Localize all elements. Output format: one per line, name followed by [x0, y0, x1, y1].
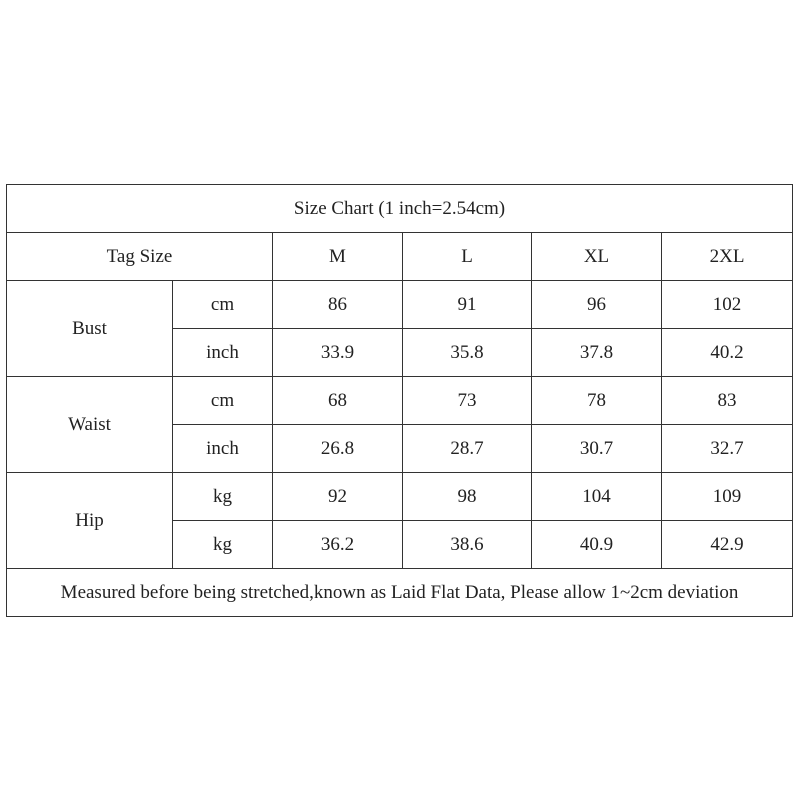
- footnote-row: [7, 569, 793, 617]
- header-row: [7, 233, 793, 281]
- value-cell: 91: [403, 281, 532, 329]
- table-title: Size Chart (1 inch=2.54cm): [7, 185, 793, 233]
- value-cell: 40.2: [662, 329, 793, 377]
- measure-name-waist: Waist: [7, 377, 173, 473]
- value-cell: 73: [403, 377, 532, 425]
- value-cell: 28.7: [403, 425, 532, 473]
- size-chart-table: [6, 184, 793, 617]
- table-row: [7, 377, 793, 425]
- value-cell: 98: [403, 473, 532, 521]
- footnote-text: Measured before being stretched,known as Laid Flat Data, Please allow 1~2cm deviation: [7, 569, 793, 617]
- value-cell: 86: [273, 281, 403, 329]
- value-cell: 68: [273, 377, 403, 425]
- unit-cell: cm: [173, 377, 273, 425]
- value-cell: 36.2: [273, 521, 403, 569]
- unit-cell: kg: [173, 521, 273, 569]
- unit-cell: inch: [173, 329, 273, 377]
- value-cell: 96: [532, 281, 662, 329]
- unit-cell: kg: [173, 473, 273, 521]
- value-cell: 42.9: [662, 521, 793, 569]
- table-row: [7, 473, 793, 521]
- value-cell: 30.7: [532, 425, 662, 473]
- table-row: [7, 281, 793, 329]
- value-cell: 33.9: [273, 329, 403, 377]
- value-cell: 37.8: [532, 329, 662, 377]
- value-cell: 109: [662, 473, 793, 521]
- value-cell: 92: [273, 473, 403, 521]
- value-cell: 83: [662, 377, 793, 425]
- size-header-xl: XL: [532, 233, 662, 281]
- size-header-2xl: 2XL: [662, 233, 793, 281]
- tag-size-label: Tag Size: [7, 233, 273, 281]
- value-cell: 78: [532, 377, 662, 425]
- unit-cell: inch: [173, 425, 273, 473]
- measure-name-bust: Bust: [7, 281, 173, 377]
- value-cell: 38.6: [403, 521, 532, 569]
- value-cell: 102: [662, 281, 793, 329]
- value-cell: 26.8: [273, 425, 403, 473]
- title-row: [7, 185, 793, 233]
- measure-name-hip: Hip: [7, 473, 173, 569]
- value-cell: 32.7: [662, 425, 793, 473]
- value-cell: 104: [532, 473, 662, 521]
- value-cell: 40.9: [532, 521, 662, 569]
- unit-cell: cm: [173, 281, 273, 329]
- value-cell: 35.8: [403, 329, 532, 377]
- size-header-m: M: [273, 233, 403, 281]
- size-header-l: L: [403, 233, 532, 281]
